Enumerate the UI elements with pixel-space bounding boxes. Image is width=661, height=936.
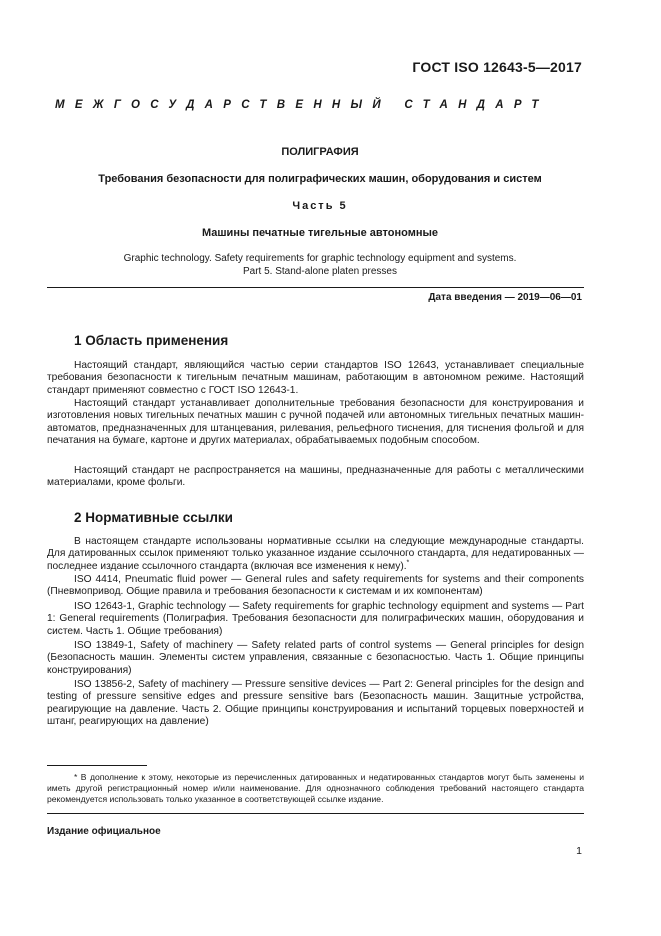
official-edition-label: Издание официальное [47,826,161,837]
footnote-marker: * [406,559,410,567]
standard-part-title: Машины печатные тигельные автономные [201,227,439,239]
section-1-paragraph: Настоящий стандарт не распространяется на машины, предназначенные для работы с металлическими материалами, кроме фольги. [47,465,584,489]
page-number: 1 [576,845,582,857]
section-heading: 1 Область применения [74,333,229,348]
english-title-line-1: Graphic technology. Safety requirements for graphic technology equipment and systems. [123,253,517,264]
reference-item: ISO 4414, Pneumatic fluid power — General rules and safety requirements for systems and their components (Пневмопривод. Общие правила и требования безопасности к системам и их компонентам) [47,574,584,598]
interstate-standard-label: МЕЖГОСУДАРСТВЕННЫЙ СТАНДАРТ [55,99,549,111]
section-heading: 2 Нормативные ссылки [74,510,233,525]
intro-text: В настоящем стандарте использованы нормативные ссылки на следующие международные стандарты. Для датированных ссылок применяют только указанное издание ссылочного стандарта, для недатированных — последнее издание ссылочного стандарта (включая все изменения к нему). [47,536,584,572]
section-2-intro-paragraph [47,536,584,573]
footer-divider [47,813,584,814]
section-1-heading-block [47,333,584,348]
introduction-date: Дата введения — 2019—06—01 [428,292,582,303]
reference-item: ISO 12643-1, Graphic technology — Safety requirements for graphic technology equipment and systems — Part 1: General requirements (Полиграфия. Требования безопасности для полиграфических машин, оборудования и систем. Часть 1. Общие требования) [47,601,584,637]
standard-main-title: ПОЛИГРАФИЯ [281,146,359,158]
section-1-paragraph: Настоящий стандарт, являющийся частью серии стандартов ISO 12643, устанавливает специальные требования безопасности к тигельным печатным машинам, работающим в автономном режиме. Настоящий стандарт применяют совместно с ГОСТ ISO 12643-1. [47,360,584,396]
standard-subtitle: Требования безопасности для полиграфических машин, оборудования и систем [98,173,542,185]
footnote-divider [47,765,147,766]
section-2-heading-block [47,510,584,525]
reference-item: ISO 13849-1, Safety of machinery — Safety related parts of control systems — General principles for design (Безопасность машин. Элементы систем управления, связанные с безопасностью. Часть 1. Общие принципы конструирования) [47,640,584,676]
english-title-line-2: Part 5. Stand-alone platen presses [243,266,397,277]
reference-item: ISO 13856-2, Safety of machinery — Pressure sensitive devices — Part 2: General principles for the design and testing of pressure sensitive edges and pressure sensitive bars (Безопасность машин. Защитные устройства, реагирующие на давление. Часть 2. Общие принципы конструирования и испытаний торцевых поверхностей и штанг, реагирующих на давление) [47,679,584,728]
header-divider [47,287,584,288]
footnote: * В дополнение к этому, некоторые из перечисленных датированных и недатированных стандартов могут быть заменены и иметь другой регистрационный номер и/или наименование. Для однозначного соблюдения требований настоящего стандарта рекомендуется использовать только указанное в соответствующей ссылке издание. [47,772,584,805]
document-code: ГОСТ ISO 12643-5—2017 [412,59,582,75]
standard-part-label: Часть 5 [292,200,348,212]
section-1-paragraph: Настоящий стандарт устанавливает дополнительные требования безопасности для конструирования и изготовления новых тигельных печатных машин с ручной подачей или автономных тигельных печатных машин-автоматов, предназначенных для штанцевания, рилевания, рельефного тиснения, для тиснения фольгой и для печатания на бумаге, картоне и других материалах, обрабатываемых подобным способом. [47,398,584,447]
